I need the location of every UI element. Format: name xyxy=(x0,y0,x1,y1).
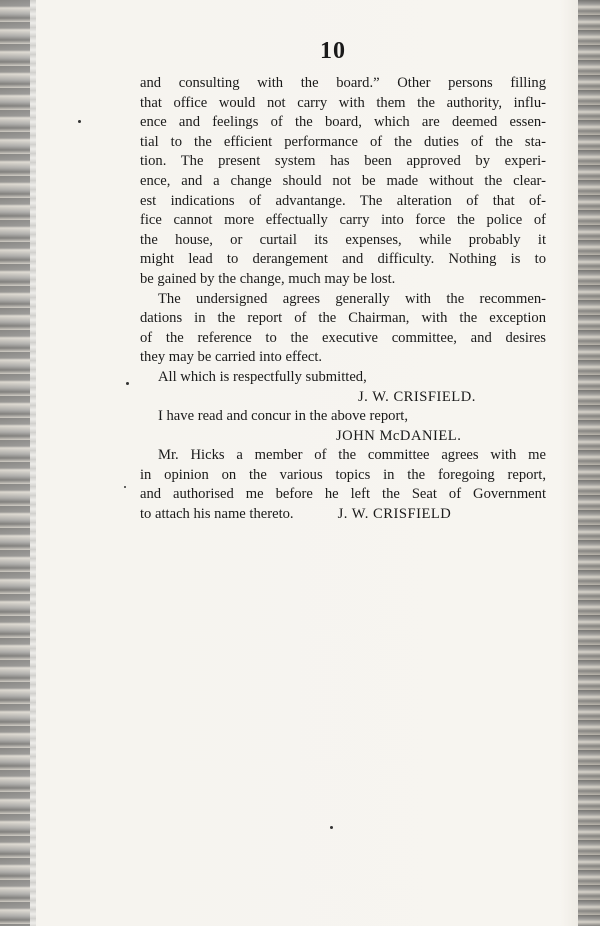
document-body xyxy=(140,74,546,525)
text-line: fice cannot more effectually carry into force the police of xyxy=(140,212,546,229)
text-line: tion. The present system has been approved by experi- xyxy=(140,153,546,170)
text-line: be gained by the change, much may be lost. xyxy=(140,270,396,287)
signature-mcdaniel: JOHN McDANIEL. xyxy=(336,427,462,444)
ink-speck xyxy=(78,120,81,123)
text-line: ence, and a change should not be made without the clear- xyxy=(140,172,546,189)
text-line: the house, or curtail its expenses, while probably it xyxy=(140,231,546,248)
ink-speck xyxy=(126,382,129,385)
signature-crisfield: J. W. CRISFIELD. xyxy=(358,388,476,405)
text-line xyxy=(140,505,546,525)
ink-speck xyxy=(124,486,126,488)
page-edge-right xyxy=(578,0,600,926)
page-number: 10 xyxy=(320,38,346,64)
text-line: ence and feelings of the board, which are deemed essen- xyxy=(140,114,546,131)
text-line: The undersigned agrees generally with the recommen- xyxy=(158,290,546,307)
text-line: and authorised me before he left the Seat of Government xyxy=(140,486,546,503)
text-line: might lead to derangement and difficulty. Nothing is to xyxy=(140,251,546,268)
text-line: est indications of advantange. The alteration of that of- xyxy=(140,192,546,209)
text-line: in opinion on the various topics in the foregoing report, xyxy=(140,466,546,483)
concur-line: I have read and concur in the above report, xyxy=(158,408,409,425)
text-line: All which is respectfully submitted, xyxy=(158,368,367,385)
text-line: they may be carried into effect. xyxy=(140,349,323,366)
text-line: tial to the efficient performance of the duties of the sta- xyxy=(140,133,546,150)
ink-speck xyxy=(330,826,333,829)
binding-edge-left xyxy=(0,0,30,926)
signature-crisfield-final: J. W. CRISFIELD xyxy=(337,506,452,523)
binding-shadow-left xyxy=(30,0,36,926)
text-line: and consulting with the board.” Other persons filling xyxy=(140,75,546,91)
text-line: Mr. Hicks a member of the committee agrees with me xyxy=(158,447,546,464)
text-line: of the reference to the executive committee, and desires xyxy=(140,329,546,346)
text-line: that office would not carry with them the authority, influ- xyxy=(140,94,546,111)
text-line: dations in the report of the Chairman, with the exception xyxy=(140,310,546,327)
text-line-end: to attach his name thereto. xyxy=(140,506,294,523)
